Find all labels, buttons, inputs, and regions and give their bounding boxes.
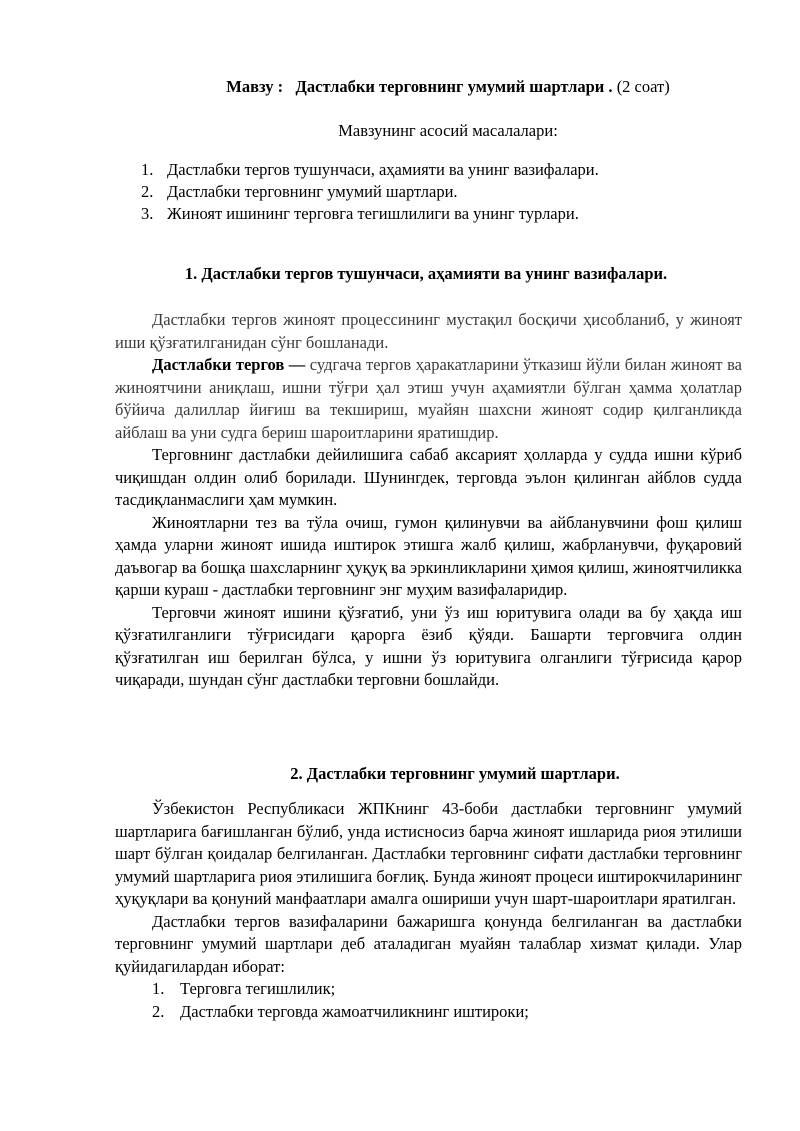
topics-subtitle: Мавзунинг асосий масалалари: (338, 121, 558, 140)
definition-term: Дастлабки тергов — (152, 355, 306, 374)
list-item (141, 181, 741, 203)
paragraph: Терговнинг дастлабки дейилишига сабаб аксарият ҳолларда у судда ишни кўриб чиқишдан олдин олиб борилади. Шунингдек, терговда эълон қилинган айблов судда тасдиқланмаслиги ҳам мумкин. (115, 445, 742, 509)
paragraph (115, 354, 742, 444)
section2-heading: 2. Дастлабки терговнинг умумий шартлари. (290, 764, 620, 783)
list-text: Дастлабки терговда жамоатчиликнинг иштироки; (180, 1001, 529, 1021)
list-text: Дастлабки терговнинг умумий шартлари. (167, 182, 458, 201)
section1-heading: 1. Дастлабки тергов тушунчаси, аҳамияти ва унинг вазифалари. (184, 264, 668, 283)
paragraph: Дастлабки тергов жиноят процессининг мустақил босқичи ҳисобланиб, у жиноят иши қўзғатилганидан сўнг бошланади. (115, 310, 742, 352)
list-item (115, 1001, 742, 1024)
list-item (141, 203, 741, 225)
definition-text: судгача тергов ҳаракатларини ўтказиш йўли билан жиноят ва жиноятчини аниқлаш, ишни тўғри ҳал этиш учун аҳамиятли бўлган ҳамма ҳолатлар бўйича далиллар йиғиш ва текшириш, муайян шахсни жиноят содир қилганликда айблаш ва уни судга бериш шароитларини яратишдир. (115, 355, 742, 442)
paragraph: Ўзбекистон Республикаси ЖПКнинг 43-боби дастлабки терговнинг умумий шартларига бағишланган бўлиб, унда истисносиз барча жиноят ишларида риоя этилиши шарт бўлган қоидалар белгиланган. Дастлабки терговнинг сифати дастлабки терговнинг умумий шартларига риоя этилишига боғлиқ. Бунда жиноят процеси иштирокчиларининг ҳуқуқлари ва қонуний манфаатлари амалга ошириши учун шарт-шароитлари яратилган. (115, 799, 742, 908)
title-suffix: (2 соат) (612, 77, 670, 96)
page-title (0, 76, 800, 98)
section2-body (115, 798, 742, 1023)
list-text: Дастлабки тергов тушунчаси, аҳамияти ва унинг вазифалари. (167, 160, 599, 179)
list-number: 1. (141, 160, 154, 179)
title-main: Дастлабки терговнинг умумий шартлари . (295, 77, 613, 96)
paragraph: Терговчи жиноят ишини қўзғатиб, уни ўз иш юритувига олади ва бу ҳақда иш қўзғатилганлиги тўғрисидаги қарорга ёзиб қўяди. Башарти терговчига олдин қўзғатилган иш берилган бўлса, у ишни ўз юритувига олганлиги тўғрисида қарор чиқаради, шундан сўнг дастлабки терговни бошлайди. (115, 602, 742, 689)
paragraph: Дастлабки тергов вазифаларини бажаришга қонунда белгиланган ва дастлабки терговнинг умумий шартлари деб аталадиган муайян талаблар хизмат қилади. Улар қуйидагилардан иборат: (115, 911, 742, 976)
conditions-list (115, 978, 742, 1023)
list-text: Жиноят ишининг терговга тегишлилиги ва унинг турлари. (167, 204, 579, 223)
list-item (141, 159, 741, 181)
list-item (115, 978, 742, 1001)
list-number: 3. (141, 204, 154, 223)
paragraph: Жиноятларни тез ва тўла очиш, гумон қилинувчи ва айбланувчини фош қилиш ҳамда уларни жиноят ишида иштирок этишга жалб қилиш, жабрланувчи, фуқаровий даъвогар ва бошқа шахсларнинг ҳуқуқ ва эркинликларини ҳимоя қилиш, жиноятчиликка қарши кураш - дастлабки терговнинг энг муҳим вазифаларидир. (115, 512, 742, 599)
list-number: 1. (152, 979, 165, 998)
title-prefix: Мавзу : (226, 77, 284, 96)
list-number: 2. (152, 1001, 165, 1021)
list-text: Терговга тегишлилик; (180, 979, 336, 998)
section1-body (115, 309, 742, 692)
list-number: 2. (141, 182, 154, 201)
topics-list (141, 159, 741, 225)
